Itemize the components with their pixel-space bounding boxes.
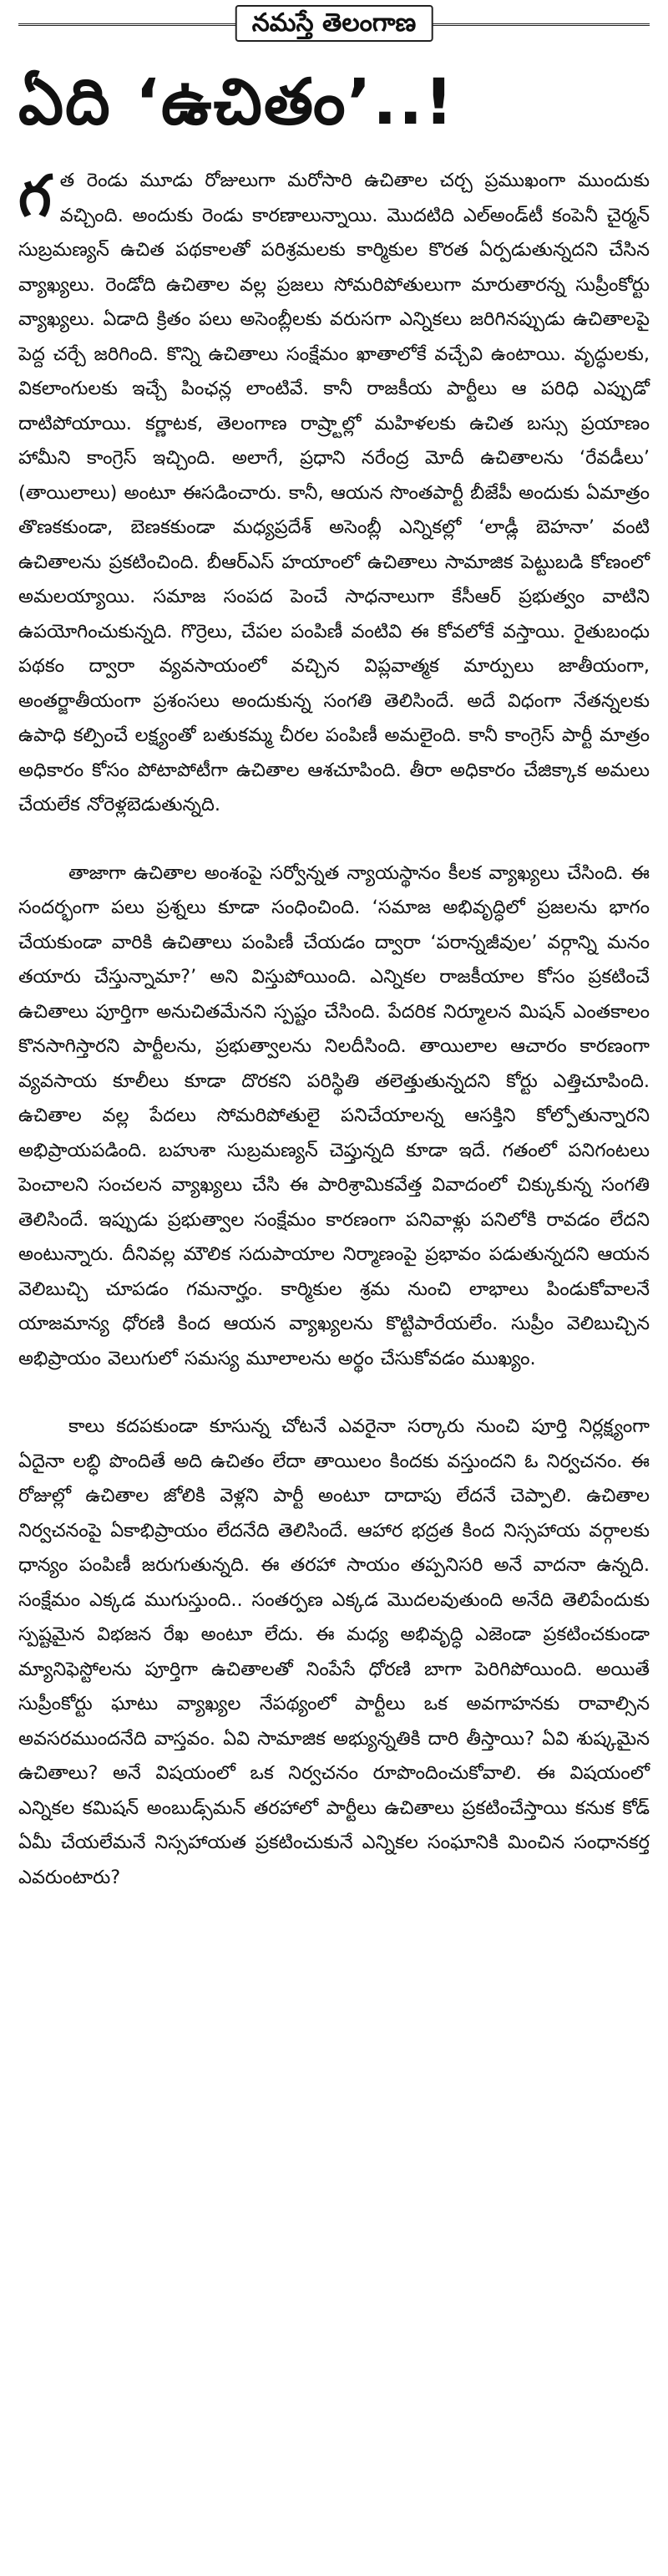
article-paragraph-3: కాలు కదపకుండా కూసున్న చోటనే ఎవరైనా సర్కారు నుంచి పూర్తి నిర్లక్ష్యంగా ఏదైనా లబ్ధి పొందితే అది ఉచితం లేదా తాయిలం కిందకు వస్తుందని ఓ నిర్వచనం. ఈ రోజుల్లో ఉచితాల జోలికి వెళ్లని పార్టీ అంటూ దాదాపు లేదనే చెప్పాలి. ఉచితాల నిర్వచనంపై ఏకాభిప్రాయం లేదనేది తెలిసిందే. ఆహార భద్రత కింద నిస్సహాయ వర్గాలకు ధాన్యం పంపిణీ జరుగుతున్నది. ఈ తరహా సాయం తప్పనిసరి అనే వాదనా ఉన్నది. సంక్షేమం ఎక్కడ ముగుస్తుంది.. సంతర్పణ ఎక్కడ మొదలవుతుంది అనేది తెలిపేందుకు స్పష్టమైన విభజన రేఖ అంటూ లేదు. ఈ మధ్య అభివృద్ధి ఎజెండా ప్రకటించకుండా మ్యానిఫెస్టోలను పూర్తిగా ఉచితాలతో నింపేసే ధోరణి బాగా పెరిగిపోయింది. అయితే సుప్రీంకోర్టు ఘాటు వ్యాఖ్యల నేపథ్యంలో పార్టీలు ఒక అవగాహనకు రావాల్సిన అవసరముందనేది వాస్తవం. ఏవి సామాజిక అభ్యున్నతికి దారి తీస్తాయి? ఏవి శుష్కమైన ఉచితాలు? అనే విషయంలో ఒక నిర్వచనం రూపొందించుకోవాలి. ఈ విషయంలో ఎన్నికల కమిషన్ అంబుడ్స్‌మన్ తరహాలో పార్టీలు ఉచితాలు ప్రకటించేస్తాయి కనుక కోడ్ ఏమీ చేయలేమనే నిస్సహాయత ప్రకటించుకునే ఎన్నికల సంఘానికి మించిన సంధానకర్త ఎవరుంటారు?: [18, 1415, 650, 1888]
newspaper-name: నమస్తే తెలంగాణ: [235, 5, 433, 42]
article-paragraph-1: గత రెండు మూడు రోజులుగా మరోసారి ఉచితాల చర్చ ప్రముఖంగా ముందుకు వచ్చింది. అందుకు రెండు కారణాలున్నాయి. మొదటిది ఎల్‌అండ్‌టీ కంపెనీ చైర్మన్ సుబ్రమణ్యన్ ఉచిత పథకాలతో పరిశ్రమలకు కార్మికుల కొరత ఏర్పడుతున్నదని చేసిన వ్యాఖ్యలు. రెండోది ఉచితాల వల్ల ప్రజలు సోమరిపోతులుగా మారుతారన్న సుప్రీంకోర్టు వ్యాఖ్యలు. ఏడాది క్రితం పలు అసెంబ్లీలకు వరుసగా ఎన్నికలు జరిగినప్పుడు ఉచితాలపై పెద్ద చర్చే జరిగింది. కొన్ని ఉచితాలు సంక్షేమం ఖాతాలోకే వచ్చేవి ఉంటాయి. వృద్ధులకు, వికలాంగులకు ఇచ్చే పింఛన్ల లాంటివే. కానీ రాజకీయ పార్టీలు ఆ పరిధి ఎప్పుడో దాటిపోయాయి. కర్ణాటక, తెలంగాణ రాష్ర్టాల్లో మహిళలకు ఉచిత బస్సు ప్రయాణం హామీని కాంగ్రెస్ ఇచ్చింది. అలాగే, ప్రధాని నరేంద్ర మోదీ ఉచితాలను ‘రేవడీలు’ (తాయిలాలు) అంటూ ఈసడించారు. కానీ, ఆయన సొంతపార్టీ బీజేపీ అందుకు ఏమాత్రం తొణకకుండా, బెణకకుండా మధ్యప్రదేశ్ అసెంబ్లీ ఎన్నికల్లో ‘లాడ్లీ బెహనా’ వంటి ఉచితాలను ప్రకటించింది. బీఆర్‌ఎస్ హయాంలో ఉచితాలు సామాజిక పెట్టుబడి కోణంలో అమలయ్యాయి. సమాజ సంపద పెంచే సాధనాలుగా కేసీఆర్ ప్రభుత్వం వాటిని ఉపయోగించుకున్నది. గొర్రెలు, చేపల పంపిణీ వంటివి ఈ కోవలోకే వస్తాయి. రైతుబంధు పథకం ద్వారా వ్యవసాయంలో వచ్చిన విప్లవాత్మక మార్పులు జాతీయంగా, అంతర్జాతీయంగా ప్రశంసలు అందుకున్న సంగతి తెలిసిందే. అదే విధంగా నేతన్నలకు ఉపాధి కల్పించే లక్ష్యంతో బతుకమ్మ చీరల పంపిణీ అమలైంది. కానీ కాంగ్రెస్ పార్టీ మాత్రం అధికారం కోసం పోటాపోటీగా ఉచితాల ఆశచూపింది. తీరా అధికారం చేజిక్కాక అమలు చేయలేక నోరెళ్లబెడుతున్నది.: [18, 164, 650, 815]
newspaper-page: [0, 3, 668, 2576]
editorial-headline: ఏది ‘ఉచితం’..!: [18, 64, 455, 139]
article-paragraph-2: తాజాగా ఉచితాల అంశంపై సర్వోన్నత న్యాయస్థానం కీలక వ్యాఖ్యలు చేసింది. ఈ సందర్భంగా పలు ప్రశ్నలు కూడా సంధించింది. ‘సమాజ అభివృద్ధిలో ప్రజలను భాగం చేయకుండా వారికి ఉచితాలు పంపిణీ చేయడం ద్వారా ‘పరాన్నజీవుల’ వర్గాన్ని మనం తయారు చేస్తున్నామా?’ అని విస్తుపోయింది. ఎన్నికల రాజకీయాల కోసం ప్రకటించే ఉచితాలు పూర్తిగా అనుచితమేనని స్పష్టం చేసింది. పేదరిక నిర్మూలన మిషన్ ఎంతకాలం కొనసాగిస్తారని పార్టీలను, ప్రభుత్వాలను నిలదీసింది. తాయిలాల ఆచారం కారణంగా వ్యవసాయ కూలీలు కూడా దొరకని పరిస్థితి తలెత్తుతున్నదని కోర్టు ఎత్తిచూపింది. ఉచితాల వల్ల పేదలు సోమరిపోతులై పనిచేయాలన్న ఆసక్తిని కోల్పోతున్నారని అభిప్రాయపడింది. బహుశా సుబ్రమణ్యన్ చెప్తున్నది కూడా ఇదే. గతంలో పనిగంటలు పెంచాలని సంచలన వ్యాఖ్యలు చేసి ఈ పారిశ్రామికవేత్త వివాదంలో చిక్కుకున్న సంగతి తెలిసిందే. ఇప్పుడు ప్రభుత్వాల సంక్షేమం కారణంగా పనివాళ్లు పనిలోకి రావడం లేదని అంటున్నారు. దీనివల్ల మౌలిక సదుపాయాల నిర్మాణంపై ప్రభావం పడుతున్నదని ఆయన వెలిబుచ్చి చూపడం గమనార్హం. కార్మికుల శ్రమ నుంచి లాభాలు పిండుకోవాలనే యాజమాన్య ధోరణి కింద ఆయన వ్యాఖ్యలను కొట్టిపారేయలేం. సుప్రీం వెలిబుచ్చిన అభిప్రాయం వెలుగులో సమస్య మూలాలను అర్థం చేసుకోవడం ముఖ్యం.: [18, 861, 650, 1369]
masthead: [18, 3, 650, 43]
